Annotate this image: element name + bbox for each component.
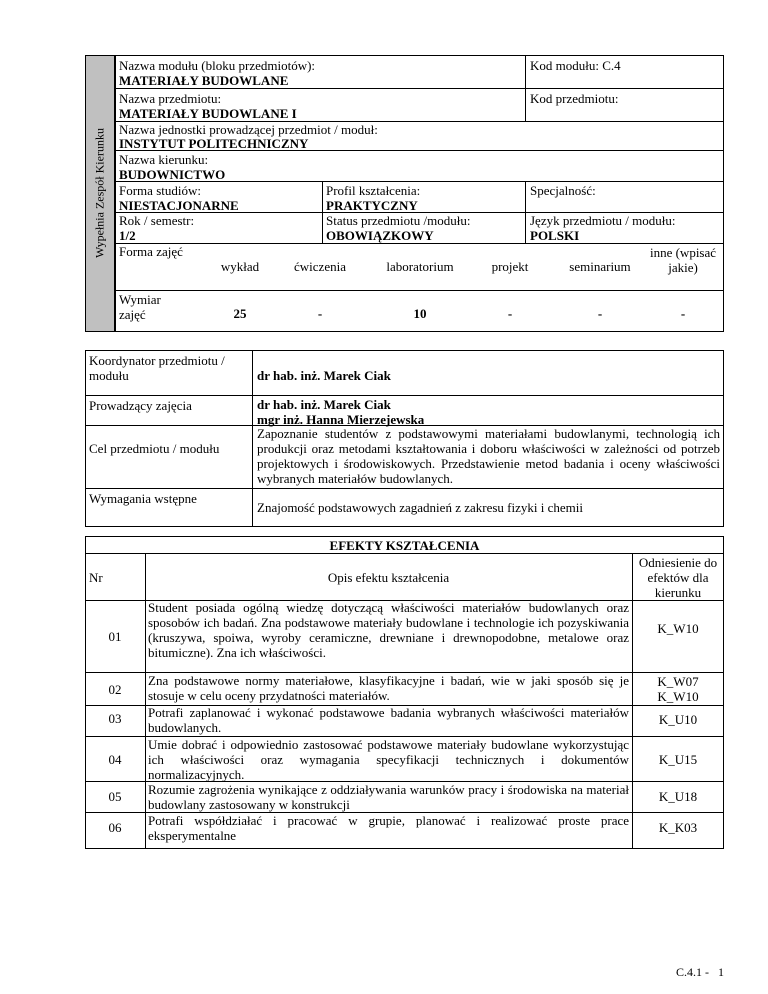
outcome-nr-03: 03	[108, 711, 122, 726]
outcome-desc-06: Potrafi współdziałać i pracować w grupie, planować i realizować proste prace eksperymentalne	[148, 813, 629, 843]
class-type-project: projekt	[491, 259, 529, 274]
field-label: Nazwa kierunku:	[119, 152, 209, 167]
profile: PRAKTYCZNY	[326, 198, 418, 213]
page-number: C.4.1 - 1	[676, 965, 724, 979]
outcome-ref-05: K_U18	[658, 789, 698, 804]
class-type-other: inne (wpisać jakie)	[649, 245, 717, 275]
unit-label: Nazwa jednostki prowadzącej przedmiot / moduł:	[119, 122, 378, 137]
specialty-label: Specjalność:	[530, 183, 596, 198]
field: BUDOWNICTWO	[119, 167, 226, 182]
coordinator-label: Koordynator przedmiotu / modułu	[89, 353, 225, 383]
class-type-seminar: seminarium	[569, 259, 631, 274]
module-code-label: Kod modułu: C.4	[530, 58, 621, 73]
outcome-nr-04: 04	[108, 752, 122, 767]
goal-text: Zapoznanie studentów z podstawowymi materiałami budowlanymi, technologią ich produkcji oraz metodami kształtowania i doboru właściwości w zależności od potrzeb projektowych i środowiskowych. Przedstawienie metod badania i oceny właściwości wybranych materiałów budowlanych.	[257, 426, 720, 486]
outcome-nr-01: 01	[108, 629, 122, 644]
goal-label: Cel przedmiotu / modułu	[89, 441, 220, 456]
requirements-text: Znajomość podstawowych zagadnień z zakresu fizyki i chemii	[257, 500, 583, 515]
side-label: Wypełnia Zespół Kierunku	[92, 128, 107, 258]
outcome-desc-05: Rozumie zagrożenia wynikające z oddziaływania warunków pracy i środowiska na materiał budowlany zastosowany w konstrukcji	[148, 782, 629, 812]
hours-label: Wymiar zajęć	[119, 292, 161, 322]
outcome-ref-04: K_U15	[658, 752, 698, 767]
subject-name-label: Nazwa przedmiotu:	[119, 91, 222, 106]
outcome-ref-01: K_W10	[657, 621, 699, 636]
hours-other: -	[680, 306, 686, 321]
profile-label: Profil kształcenia:	[326, 183, 421, 198]
coordinator: dr hab. inż. Marek Ciak	[257, 368, 391, 383]
study-form: NIESTACJONARNE	[119, 198, 239, 213]
col-nr-header: Nr	[89, 570, 103, 585]
outcome-ref-02: K_W07 K_W10	[657, 674, 699, 704]
col-desc-header: Opis efektu kształcenia	[327, 570, 450, 585]
hours-exercises: -	[317, 306, 323, 321]
hours-laboratory: 10	[413, 306, 427, 321]
col-ref-header: Odniesienie do efektów dla kierunku	[638, 555, 718, 600]
language-label: Język przedmiotu / modułu:	[530, 213, 676, 228]
outcome-nr-02: 02	[108, 682, 122, 697]
language: POLSKI	[530, 228, 580, 243]
subject-name: MATERIAŁY BUDOWLANE I	[119, 106, 297, 121]
outcome-desc-03: Potrafi zaplanować i wykonać podstawowe badania wybranych właściwości materiałów budowlanych.	[148, 705, 629, 735]
teacher-1: dr hab. inż. Marek Ciak	[257, 397, 391, 412]
status-label: Status przedmiotu /modułu:	[326, 213, 471, 228]
outcome-desc-04: Umie dobrać i odpowiednio zastosować podstawowe materiały budowlane wykorzystując ich właściwości oraz wymagania specyfikacji technicznych i dokumentów normalizacyjnych.	[148, 737, 629, 782]
outcome-ref-06: K_K03	[658, 820, 698, 835]
status: OBOWIĄZKOWY	[326, 228, 434, 243]
requirements-label: Wymagania wstępne	[89, 491, 197, 506]
outcome-desc-01: Student posiada ogólną wiedzę dotyczącą właściwości materiałów budowlanych oraz sposobów ich badań. Zna podstawowe materiały budowlane i technologie ich pozyskiwania (kruszywa, spoiwa, wyroby ceramiczne, drewniane i drewnopodobne, metalowe oraz bitumiczne). Zna ich właściwości.	[148, 600, 629, 660]
teachers-label: Prowadzący zajęcia	[89, 398, 192, 413]
outcome-nr-06: 06	[108, 820, 122, 835]
hours-lecture: 25	[233, 306, 247, 321]
class-type-exercises: ćwiczenia	[294, 259, 346, 274]
outcomes-title: EFEKTY KSZTAŁCENIA	[329, 538, 480, 553]
outcome-nr-05: 05	[108, 789, 122, 804]
subject-code-label: Kod przedmiotu:	[530, 91, 619, 106]
class-form-label: Forma zajęć	[119, 244, 183, 259]
unit: INSTYTUT POLITECHNICZNY	[119, 136, 309, 151]
class-type-lecture: wykład	[220, 259, 260, 274]
hours-project: -	[507, 306, 513, 321]
class-type-laboratory: laboratorium	[386, 259, 454, 274]
outcome-desc-02: Zna podstawowe normy materiałowe, klasyfikacyjne i badań, wie w jaki sposób się je stosuje w celu oceny przydatności materiałów.	[148, 673, 629, 703]
hours-seminar: -	[597, 306, 603, 321]
teacher-2: mgr inż. Hanna Mierzejewska	[257, 412, 425, 427]
year-label: Rok / semestr:	[119, 213, 195, 228]
module-name: MATERIAŁY BUDOWLANE	[119, 73, 289, 88]
year: 1/2	[119, 228, 136, 243]
module-name-label: Nazwa modułu (bloku przedmiotów):	[119, 58, 316, 73]
outcome-ref-03: K_U10	[658, 712, 698, 727]
study-form-label: Forma studiów:	[119, 183, 201, 198]
